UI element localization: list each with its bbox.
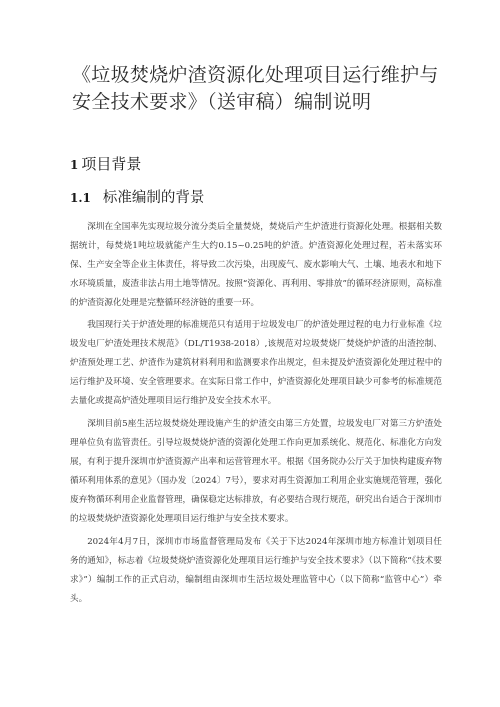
body-paragraph-4: 2024年4月7日，深圳市市场监督管理局发布《关于下达2024年深圳市地方标准计划项目任务的通知》，标志着《垃圾焚烧炉渣资源化处理项目运行维护与安全技术要求》（以下简称“《技术要求》”）编制工作的正式启动，编制组由深圳市生活垃圾处理监管中心（以下简称“监管中心”）牵头。 [70, 537, 442, 604]
body-paragraph-3: 深圳目前5座生活垃圾焚烧处理设施产生的炉渣交由第三方处置，垃圾发电厂对第三方炉渣处理单位负有监管责任。引导垃圾焚烧炉渣的资源化处理工作向更加系统化、规范化、标准化方向发展，有利于提升深圳市炉渣资源产出率和运营管理水平。根据《国务院办公厅关于加快构建废弃物循环利用体系的意见》（国办发〔2024〕7号），要求对再生资源加工利用企业实施规范管理，强化废弃物循环利用企业监督管理，确保稳定达标排放，有必要结合现行规范，研究出台适合于深圳市的垃圾焚烧炉渣资源化处理项目运行维护与安全技术要求。 [70, 419, 442, 524]
body-paragraph-2: 我国现行关于炉渣处理的标准规范只有适用于垃圾发电厂的炉渣处理过程的电力行业标准《垃圾发电厂炉渣处理技术规范》（DL/T1938-2018）,该规范对垃圾焚烧厂焚烧炉炉渣的出渣控制、炉渣预处理工艺、炉渣作为建筑材料利用和监测要求作出规定，但未提及炉渣资源化处理过程中的运行维护及环境、安全管理要求。在实际日常工作中，炉渣资源化处理项目缺少可参考的标准规范去量化或提高炉渣处理项目运行维护及安全技术水平。 [70, 320, 442, 406]
subsection-number: 1.1 [70, 191, 91, 205]
subsection-heading [50, 188, 442, 208]
section-heading [50, 154, 442, 175]
section-number: 1 [70, 158, 79, 172]
subsection-title: 标准编制的背景 [102, 190, 205, 206]
body-paragraph-1: 深圳在全国率先实现垃圾分流分类后全量焚烧，焚烧后产生炉渣进行资源化处理。根据相关数据统计，每焚烧1吨垃圾就能产生大约0.15~0.25吨的炉渣。炉渣资源化处理过程，若未落实环保、生产安全等企业主体责任，将导致二次污染，出现废气、废水影响大气、土壤、地表水和地下水环境质量，废渣非法占用土地等情况。按照“资源化、再利用、零排放”的循环经济原则，高标准的炉渣资源化处理是完整循环经济链的重要一环。 [70, 222, 442, 308]
section-title: 项目背景 [81, 155, 142, 173]
document-title: 《垃圾焚烧炉渣资源化处理项目运行维护与安全技术要求》（送审稿）编制说明 [72, 64, 439, 113]
